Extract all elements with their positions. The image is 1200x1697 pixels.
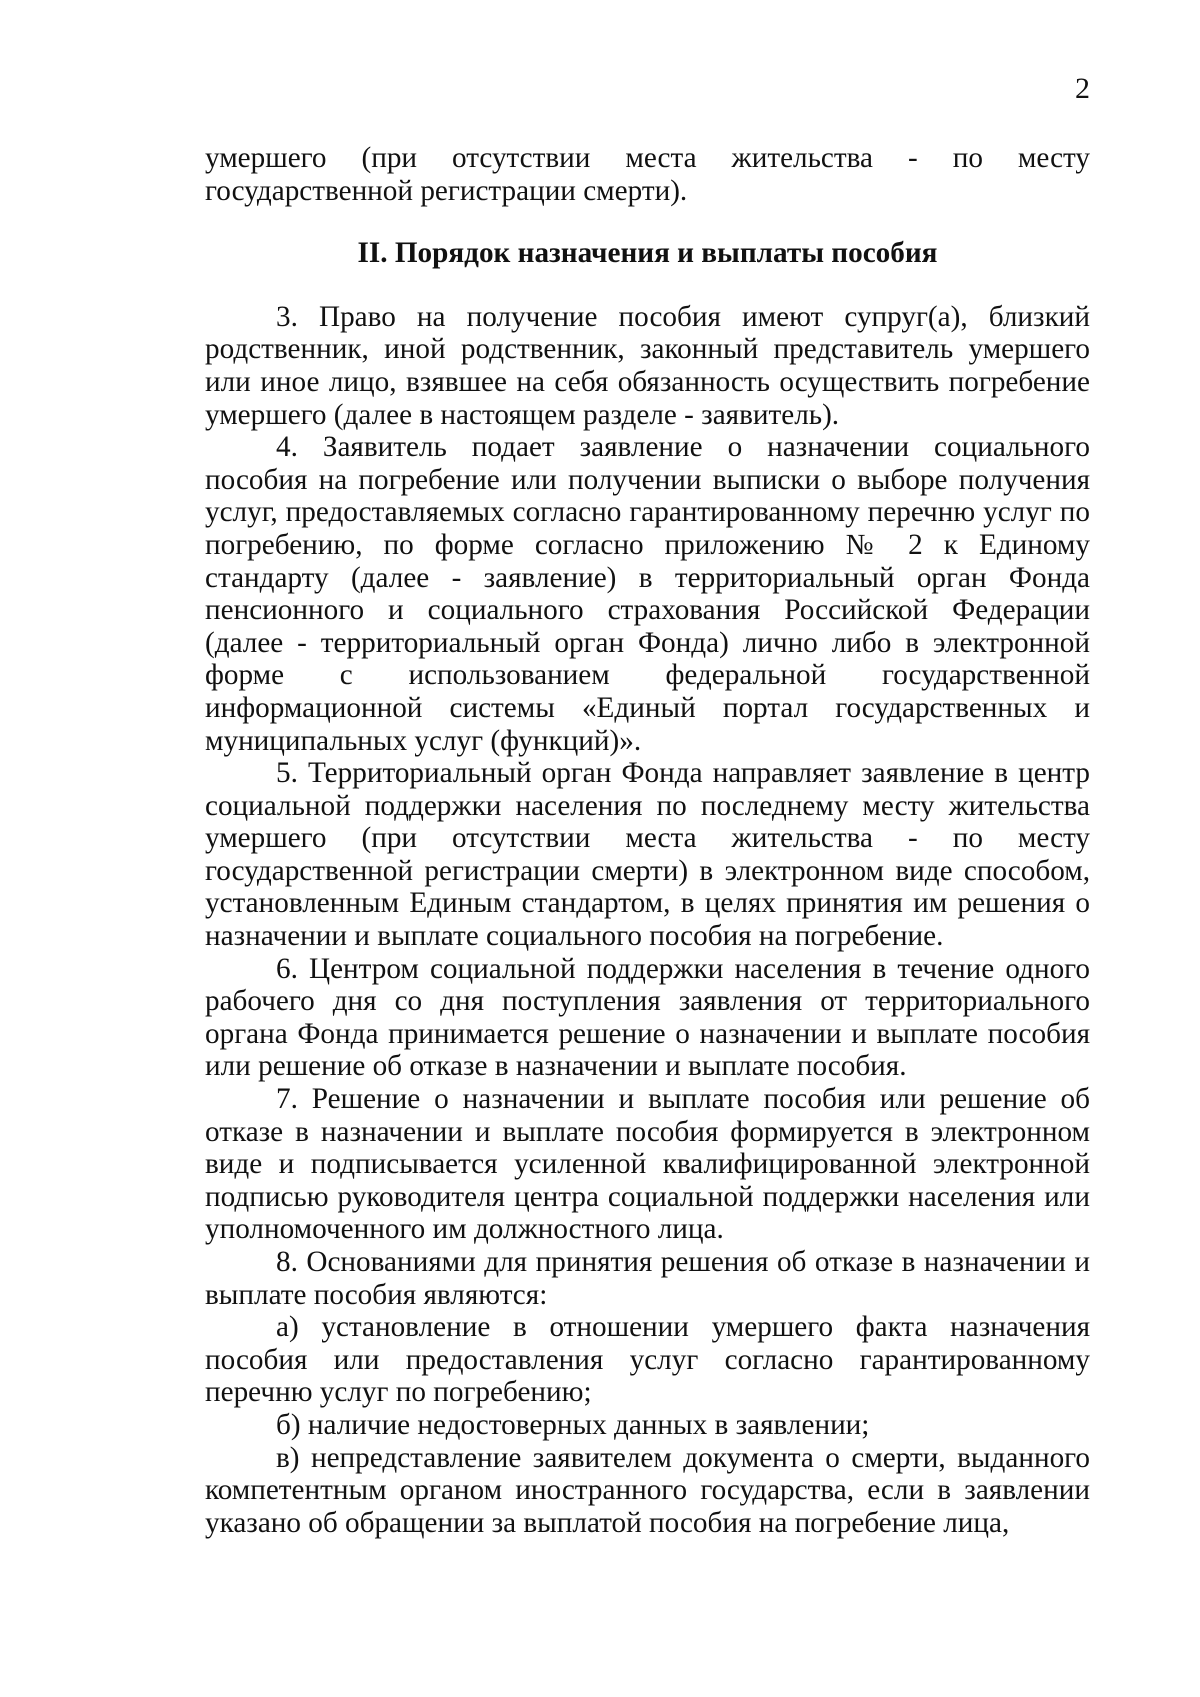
- list-item-v: в) непредставление заявителем документа о смерти, выданного компетентным органом иностранного государства, если в заявлении указано об обращении за выплатой пособия на погребение лица,: [205, 1441, 1090, 1539]
- paragraph-8: 8. Основаниями для принятия решения об отказе в назначении и выплате пособия являются:: [205, 1246, 1090, 1311]
- list-item-a: а) установление в отношении умершего факта назначения пособия или предоставления услуг согласно гарантированному перечню услуг по погребению;: [205, 1311, 1090, 1409]
- section-heading: II. Порядок назначения и выплаты пособия: [357, 237, 938, 270]
- paragraph-3: 3. Право на получение пособия имеют супруг(а), близкий родственник, иной родственник, законный представитель умершего или иное лицо, взявшее на себя обязанность осуществить погребение умершего (далее в настоящем разделе - заявитель).: [205, 300, 1090, 431]
- paragraph-6: 6. Центром социальной поддержки населения в течение одного рабочего дня со дня поступления заявления от территориального органа Фонда принимается решение о назначении и выплате пособия или решение об отказе в назначении и выплате пособия.: [205, 952, 1090, 1083]
- paragraph-7: 7. Решение о назначении и выплате пособия или решение об отказе в назначении и выплате пособия формируется в электронном виде и подписывается усиленной квалифицированной электронной подписью руководителя центра социальной поддержки населения или уполномоченного им должностного лица.: [205, 1083, 1090, 1246]
- document-body: [205, 142, 1090, 1539]
- intro-paragraph: умершего (при отсутствии места жительства - по месту государственной регистрации смерти).: [205, 142, 1090, 207]
- page-number: 2: [1075, 72, 1090, 105]
- list-item-b: б) наличие недостоверных данных в заявлении;: [276, 1408, 870, 1441]
- paragraph-4: 4. Заявитель подает заявление о назначении социального пособия на погребение или получении выписки о выборе получения услуг, предоставляемых согласно гарантированному перечню услуг по погребению, по форме согласно приложению № 2 к Единому стандарту (далее - заявление) в территориальный орган Фонда пенсионного и социального страхования Российской Федерации (далее - территориальный орган Фонда) лично либо в электронной форме с использованием федеральной государственной информационной системы «Единый портал государственных и муниципальных услуг (функций)».: [205, 431, 1090, 757]
- paragraph-5: 5. Территориальный орган Фонда направляет заявление в центр социальной поддержки населения по последнему месту жительства умершего (при отсутствии места жительства - по месту государственной регистрации смерти) в электронном виде способом, установленным Единым стандартом, в целях принятия им решения о назначении и выплате социального пособия на погребение.: [205, 757, 1090, 953]
